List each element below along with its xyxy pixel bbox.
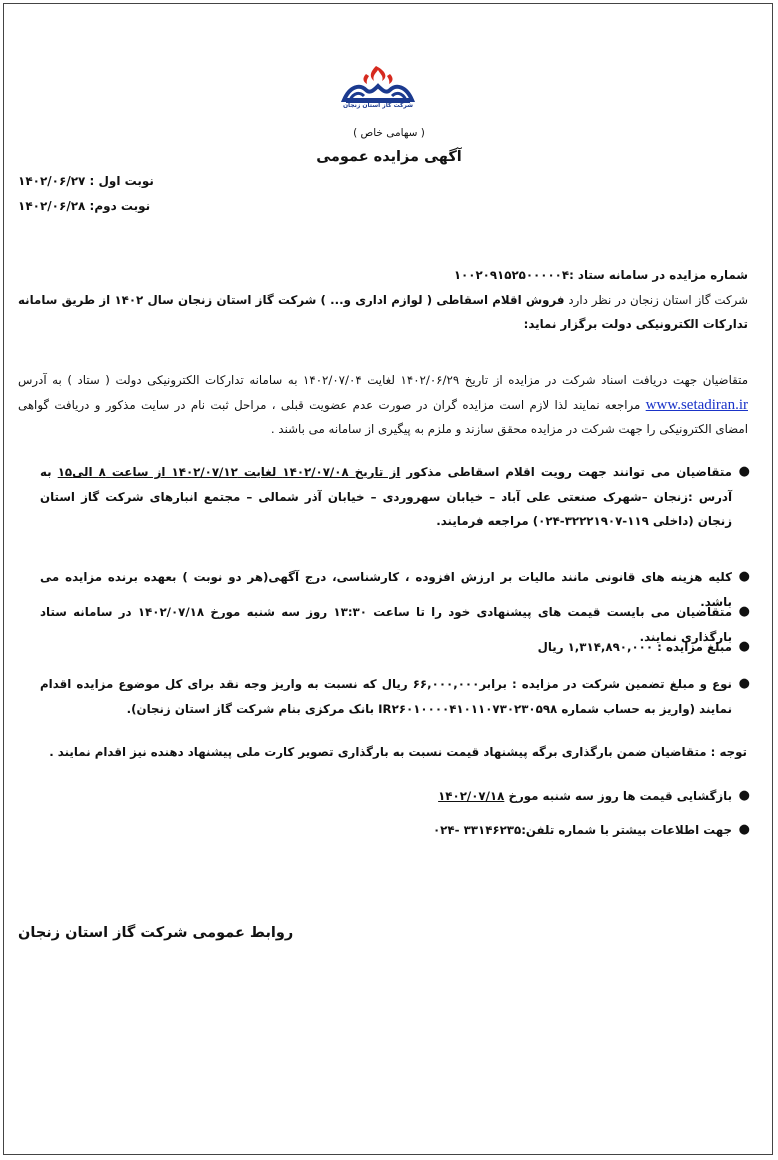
notice-first-date: نوبت اول : ۱۴۰۲/۰۶/۲۷ [18,174,154,188]
list-item-opening [40,784,752,809]
company-type: ( سهامی خاص ) [353,127,425,139]
footer-signature: روابط عمومی شرکت گاز استان زنجان [18,925,294,941]
opening-date: ۱۴۰۲/۰۷/۱۸ [438,789,505,803]
notice-second-date: نوبت دوم: ۱۴۰۲/۰۶/۲۸ [18,199,151,213]
costs-text: کلیه هزینه های قانونی مانند مالیات بر ارزش افزوده ، کارشناسی، درج آگهی(هر دو نوبت ) بعهده برنده مزایده می باشد. [40,570,732,609]
setad-number: شماره مزایده در سامانه ستاد :۱۰۰۲۰۹۱۵۲۵۰۰۰۰۰۴ [453,268,748,282]
opening-part1: بازگشایی قیمت ها روز سه شنبه مورخ [504,789,732,803]
bullet-icon: ● [738,822,750,837]
sale-subject: فروش اقلام اسقاطی ( لوازم اداری و... ) [320,292,565,307]
bullet-icon: ● [738,788,750,803]
intro-paragraph [18,263,748,337]
setad-link[interactable]: www.setadiran.ir [645,396,748,413]
visit-part1: متقاضیان می توانند جهت رویت اقلام اسقاطی مذکور [400,465,732,479]
list-item-guarantee [40,672,752,721]
sale-description [18,288,748,337]
note-text: توجه : متقاضیان ضمن بارگذاری برگه پیشنهاد قیمت نسبت به بارگذاری تصویر کارت ملی پیشنهاد دهنده نیز اقدام نمایند . [49,745,747,759]
guarantee-text: نوع و مبلغ تضمین شرکت در مزایده : برابر۶۶,۰۰۰,۰۰۰ ریال که نسبت به واریز وجه نقد برای کل موضوع مزایده اقدام نمایند (واریز به حساب شماره IR۲۶۰۱۰۰۰۰۴۱۰۱۱۰۷۳۰۲۳۰۵۹۸ بانک مرکزی بنام شرکت گاز استان زنجان). [40,677,732,716]
procedure-text-2: مراجعه نمایند لذا لازم است مزایده گران در صورت عدم عضویت قبلی ، مراحل ثبت نام در سایت مذکور و دریافت گواهی امضای الکترونیکی را جهت شرکت در مزایده محقق سازند و ملزم به پیگیری از سامانه می باشند . [18,397,748,436]
bullet-icon: ● [738,464,750,479]
list-item-amount [40,635,752,660]
procedure-paragraph [18,368,748,442]
contact-text: جهت اطلاعات بیشتر با شماره تلفن:۳۳۱۴۶۲۳۵ -۰۲۴ [432,823,732,837]
logo-caption: شرکت گاز استان زنجان [342,102,414,109]
procedure-text-1: متقاضیان جهت دریافت اسناد شرکت در مزایده از تاریخ ۱۴۰۲/۰۶/۲۹ لغایت ۱۴۰۲/۰۷/۰۴ به سامانه تدارکات الکترونیکی دولت ( ستاد ) به آدرس [18,373,749,387]
bullet-icon: ● [738,639,750,654]
visit-dates: از تاریخ ۱۴۰۲/۰۷/۰۸ لغایت ۱۴۰۲/۰۷/۱۲ از ساعت ۸ الی۱۵ [57,465,401,479]
upload-text: متقاضیان می بایست قیمت های پیشنهادی خود را تا ساعت ۱۳:۳۰ روز سه شنبه مورخ ۱۴۰۲/۰۷/۱۸ در سامانه ستاد بارگذاری نمایند. [40,605,732,644]
page-title: آگهی مزایده عمومی [316,149,462,165]
bullet-icon: ● [738,676,750,691]
sale-part3: شرکت گاز استان زنجان سال ۱۴۰۲ از طریق سامانه تدارکات الکترونیکی دولت برگزار نماید: [18,292,748,331]
list-item-visit [40,460,752,534]
sale-part1: شرکت گاز استان زنجان در نظر دارد [564,292,748,307]
visit-part2: به آدرس :زنجان –شهرک صنعتی علی آباد – خیابان سهروردی – خیابان آذر شمالی – مجتمع انبارهای شرکت گاز استان زنجان (داخلی ۱۱۹-۳۲۲۲۱۹۰۷-۰۲۴) مراجعه فرمایند. [40,465,732,528]
amount-text: مبلغ مزایده : ۱,۳۱۴,۸۹۰,۰۰۰ ریال [537,640,732,654]
list-item-contact [40,818,752,843]
bullet-icon: ● [738,569,750,584]
bullet-icon: ● [738,604,750,619]
